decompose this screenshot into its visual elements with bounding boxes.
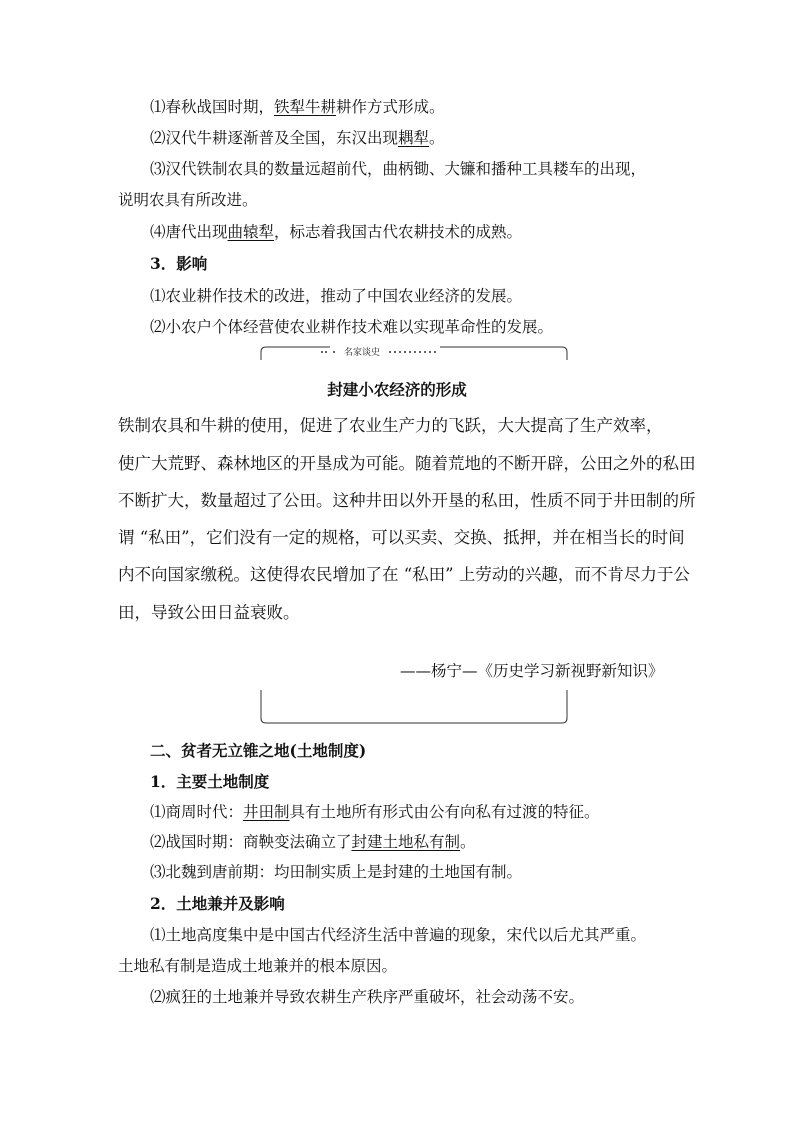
quote-line: 铁制农具和牛耕的使用，促进了农业生产力的飞跃，大大提高了生产效率，	[118, 416, 663, 435]
quote-line: 谓 “私田”，它们没有一定的规格，可以买卖、交换、抵押，并在相当长的时间	[118, 528, 685, 547]
list-item: ⑵战国时期：商鞅变法确立了封建土地私有制。	[150, 833, 476, 851]
subsection-heading: 1．主要土地制度	[150, 772, 270, 791]
subsection-heading: 2．土地兼并及影响	[150, 894, 285, 913]
list-item: ⑵小农户个体经营使农业耕作技术难以实现革命性的发展。	[150, 318, 554, 336]
list-item: ⑵疯狂的土地兼并导致农耕生产秩序严重破坏，社会动荡不安。	[150, 988, 585, 1006]
quote-source: ——杨宁—《历史学习新视野新知识》	[400, 662, 664, 680]
box-top-frame	[260, 346, 568, 360]
list-item: ⑴土地高度集中是中国古代经济生活中普遍的现象，宋代以后尤其严重。	[150, 926, 647, 944]
box-bottom-frame	[260, 690, 568, 724]
list-item: ⑶汉代铁制农具的数量远超前代，曲柄锄、大镰和播种工具耧车的出现，	[150, 160, 647, 178]
quote-line: 田，导致公田日益衰败。	[118, 603, 300, 622]
quote-line: 使广大荒野、森林地区的开垦成为可能。随着荒地的不断开辟，公田之外的私田	[118, 454, 696, 473]
section-heading: 3．影响	[150, 254, 208, 273]
quote-line: 内不向国家缴税。这使得农民增加了在 “私田” 上劳动的兴趣，而不肯尽力于公	[118, 565, 690, 584]
list-item: ⑴商周时代：井田制具有土地所有形式由公有向私有过渡的特征。	[150, 803, 600, 821]
quote-line: 不断扩大，数量超过了公田。这种井田以外开垦的私田，性质不同于井田制的所	[118, 491, 696, 510]
list-item: ⑷唐代出现曲辕犁，标志着我国古代农耕技术的成熟。	[150, 223, 523, 241]
list-item: ⑵汉代牛耕逐渐普及全国，东汉出现耦犁。	[150, 129, 445, 147]
list-item: ⑶北魏到唐前期：均田制实质上是封建的土地国有制。	[150, 863, 523, 881]
box-label: 名家谈史	[343, 348, 381, 358]
list-item-continuation: 说明农具有所改进。	[118, 191, 258, 209]
list-item-continuation: 土地私有制是造成土地兼并的根本原因。	[118, 957, 398, 975]
list-item: ⑴春秋战国时期，铁犁牛耕耕作方式形成。	[150, 98, 445, 116]
list-item: ⑴农业耕作技术的改进，推动了中国农业经济的发展。	[150, 287, 523, 305]
box-title: 封建小农经济的形成	[327, 380, 467, 399]
section-heading: 二、贫者无立锥之地(土地制度)	[150, 741, 367, 760]
